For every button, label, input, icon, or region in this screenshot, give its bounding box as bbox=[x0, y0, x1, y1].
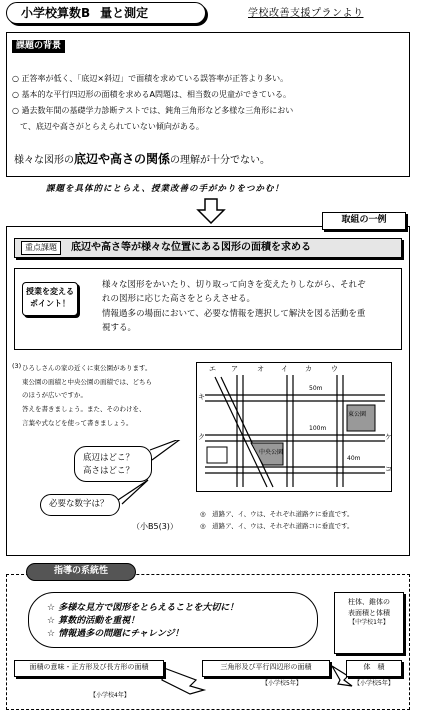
road-label-u: ウ bbox=[331, 365, 338, 373]
park-east-label: 東公園 bbox=[348, 411, 367, 418]
background-summary: 様々な図形の底辺や高さの関係の理解が十分でない。 bbox=[14, 152, 271, 166]
road-label-ko: コ bbox=[385, 465, 392, 473]
numbers-bubble: 必要な数字は？ bbox=[40, 494, 120, 516]
junior-high-box: 柱体、錐体の 表面積と体積 【中学校1年】 bbox=[334, 592, 404, 654]
guidance-tab: 指導の系統性 bbox=[26, 563, 136, 581]
arrow-caption: 課題を具体的にとらえ、授業改善の手がかりをつかむ！ bbox=[46, 184, 285, 194]
focus-bar bbox=[14, 238, 402, 258]
road-label-o: オ bbox=[257, 365, 264, 373]
distance-40m: 40m bbox=[347, 455, 361, 462]
focus-text: 底辺や高さ等が様々な位置にある図形の面積を求める bbox=[71, 241, 311, 253]
grade4-chip: 面積の意味・正方形及び長方形の面積 bbox=[14, 660, 164, 677]
distance-100m: 100m bbox=[309, 425, 327, 432]
page-subtitle: 量と測定 bbox=[100, 5, 149, 20]
guidance-cloud: ☆ 多様な見方で図形をとらえることを大切に！ ☆ 算数的活動を重視！ ☆ 情報過多の問題にチャレンジ！ bbox=[28, 592, 318, 648]
background-line-3: ○ 過去数年間の基礎学力診断テストでは、鈍角三角形など多様な三角形におい bbox=[12, 106, 294, 115]
road-label-i: イ bbox=[281, 365, 288, 373]
page-title: 小学校算数B bbox=[21, 5, 91, 20]
park-center-label: 中央公園 bbox=[259, 449, 284, 456]
road-label-ka: カ bbox=[305, 365, 312, 373]
grade5-area-chip: 三角形及び平行四辺形の面積 bbox=[202, 660, 330, 677]
street-map bbox=[196, 362, 392, 492]
map-notes: ◎ 道路ア、イ、ウは、それぞれ道路ケに垂直です。 ◎ 道路ア、イ、ウは、それぞれ道路コに垂直です。 bbox=[200, 510, 354, 531]
street-map-drawing bbox=[197, 363, 393, 493]
point-badge: 授業を変える ポイント！ bbox=[22, 282, 78, 316]
background-line-4: て、底辺や高さがとらえられていない傾向がある。 bbox=[12, 122, 204, 131]
background-line-1: ○ 正答率が低く、「底辺×斜辺」で面積を求めている誤答率が正答より多い。 bbox=[12, 74, 289, 83]
road-label-ku: ク bbox=[198, 433, 205, 441]
background-label: 課題の背景 bbox=[12, 40, 65, 53]
page-title-oval bbox=[6, 2, 206, 24]
down-arrow-icon bbox=[196, 198, 226, 224]
road-label-ke: ケ bbox=[385, 433, 392, 441]
distance-50m: 50m bbox=[309, 385, 323, 392]
point-text: 様々な図形をかいたり、切り取って向きを変えたりしながら、それぞ れの図形に応じた高さをとらえさせる。 情報過多の場面において、必要な情報を選択して解決を図る活動を重 視する。 bbox=[102, 280, 366, 334]
grade5-volume-label: 【小学校5年】 bbox=[354, 680, 394, 687]
problem-source: （小B5(3)） bbox=[132, 522, 178, 531]
grade5-volume-chip: 体 積 bbox=[346, 660, 402, 677]
focus-tag: 重点課題 bbox=[21, 241, 61, 255]
problem-text: ひろしさんの家の近くに東公園があります。 東公園の面積と中央公園の面積では、どちら のほうが広いですか。 答えを書きましょう。また、そのわけを、 言葉や式などを使って書きましょう。 bbox=[22, 364, 152, 427]
example-tab: 取組の一例 bbox=[322, 212, 406, 230]
source-heading: 学校改善支援プランより bbox=[248, 8, 364, 19]
grade4-label: 【小学校4年】 bbox=[90, 692, 130, 699]
road-label-a: ア bbox=[231, 365, 238, 373]
road-label-e: エ bbox=[209, 365, 216, 373]
background-line-2: ○ 基本的な平行四辺形の面積を求めるA問題は、相当数の児童ができている。 bbox=[12, 90, 291, 99]
road-label-ki: キ bbox=[198, 393, 205, 401]
grade5-area-label: 【小学校5年】 bbox=[262, 680, 302, 687]
problem-number: (3) bbox=[12, 362, 22, 370]
question-bubble: 底辺はどこ？ 高さはどこ？ bbox=[74, 446, 152, 482]
